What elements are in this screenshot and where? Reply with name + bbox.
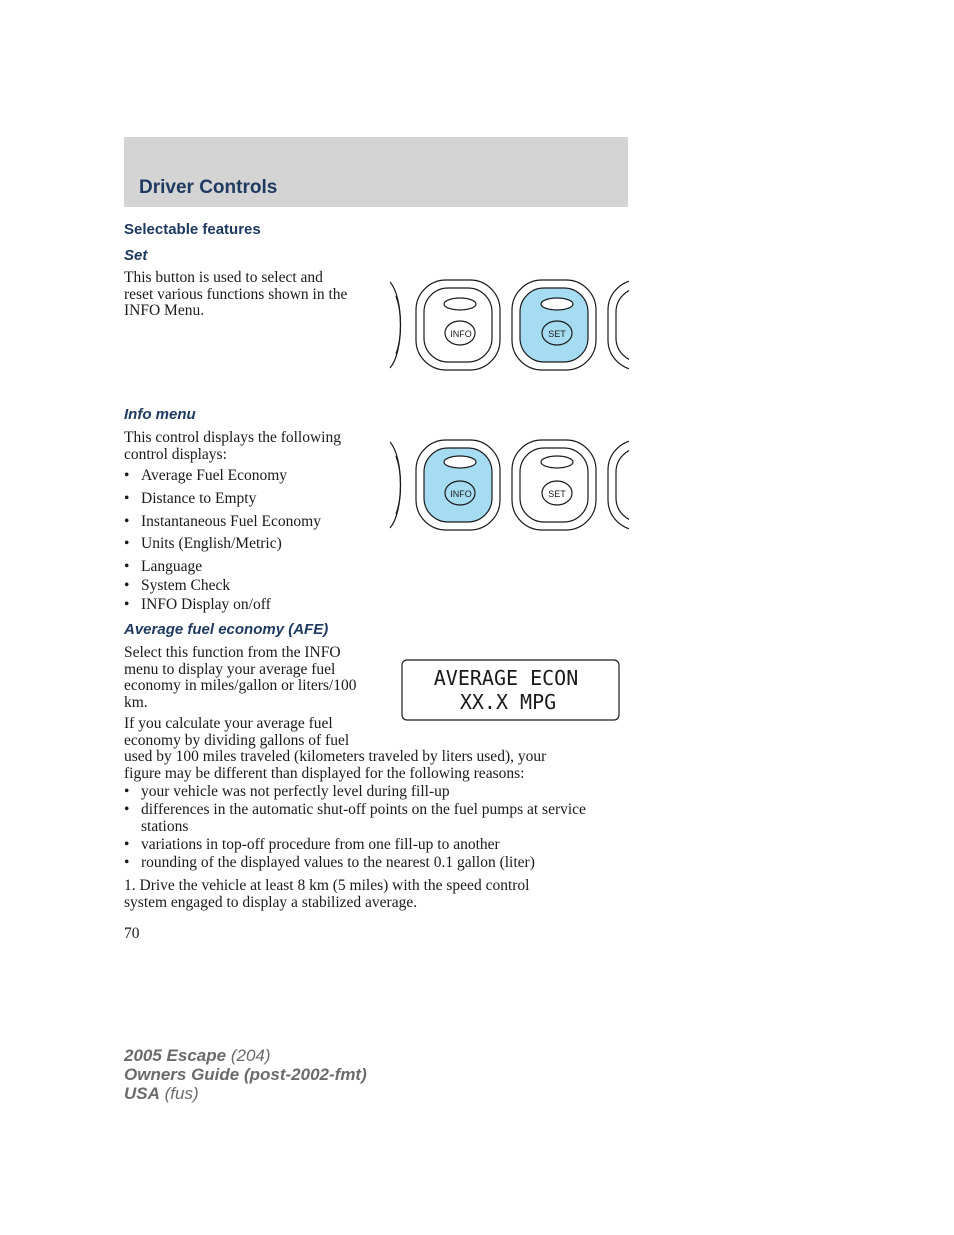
afe-intro: Select this function from the INFO menu to display your average fuel economy in miles/gallon or liters/100 km.: [124, 644, 357, 711]
led-indicator: [444, 456, 476, 468]
section-title: Selectable features: [124, 221, 261, 238]
info-button-label: INFO: [450, 489, 472, 499]
info-button-illustration: [388, 438, 629, 532]
led-indicator: [541, 298, 573, 310]
page-title: Driver Controls: [139, 177, 278, 198]
display-line-2: XX.X MPG: [459, 690, 557, 714]
step-1: 1. Drive the vehicle at least 8 km (5 miles) with the speed control system engaged to display a stabilized average.: [124, 877, 530, 911]
info-menu-heading: Info menu: [124, 406, 196, 423]
afe-calc-text: If you calculate your average fuel economy by dividing gallons of fuel used by 100 miles traveled (kilometers traveled by liters used), your figure may be different than displayed for the following reasons:: [124, 715, 547, 782]
set-button-label: SET: [548, 489, 566, 499]
set-description: This button is used to select and reset various functions shown in the INFO Menu.: [124, 269, 348, 319]
set-heading: Set: [124, 247, 148, 264]
average-econ-display: [401, 659, 620, 721]
set-button-illustration: [388, 278, 629, 372]
info-button-label: INFO: [450, 329, 472, 339]
info-menu-description: This control displays the following control displays:: [124, 429, 341, 463]
set-button-label: SET: [548, 329, 566, 339]
display-line-1: AVERAGE ECON: [433, 666, 579, 690]
document-footer: 2005 Escape (204) Owners Guide (post-2002-fmt) USA (fus): [124, 1046, 367, 1103]
afe-heading: Average fuel economy (AFE): [124, 621, 329, 638]
led-indicator: [444, 298, 476, 310]
page-number: 70: [124, 925, 140, 942]
led-indicator: [541, 456, 573, 468]
